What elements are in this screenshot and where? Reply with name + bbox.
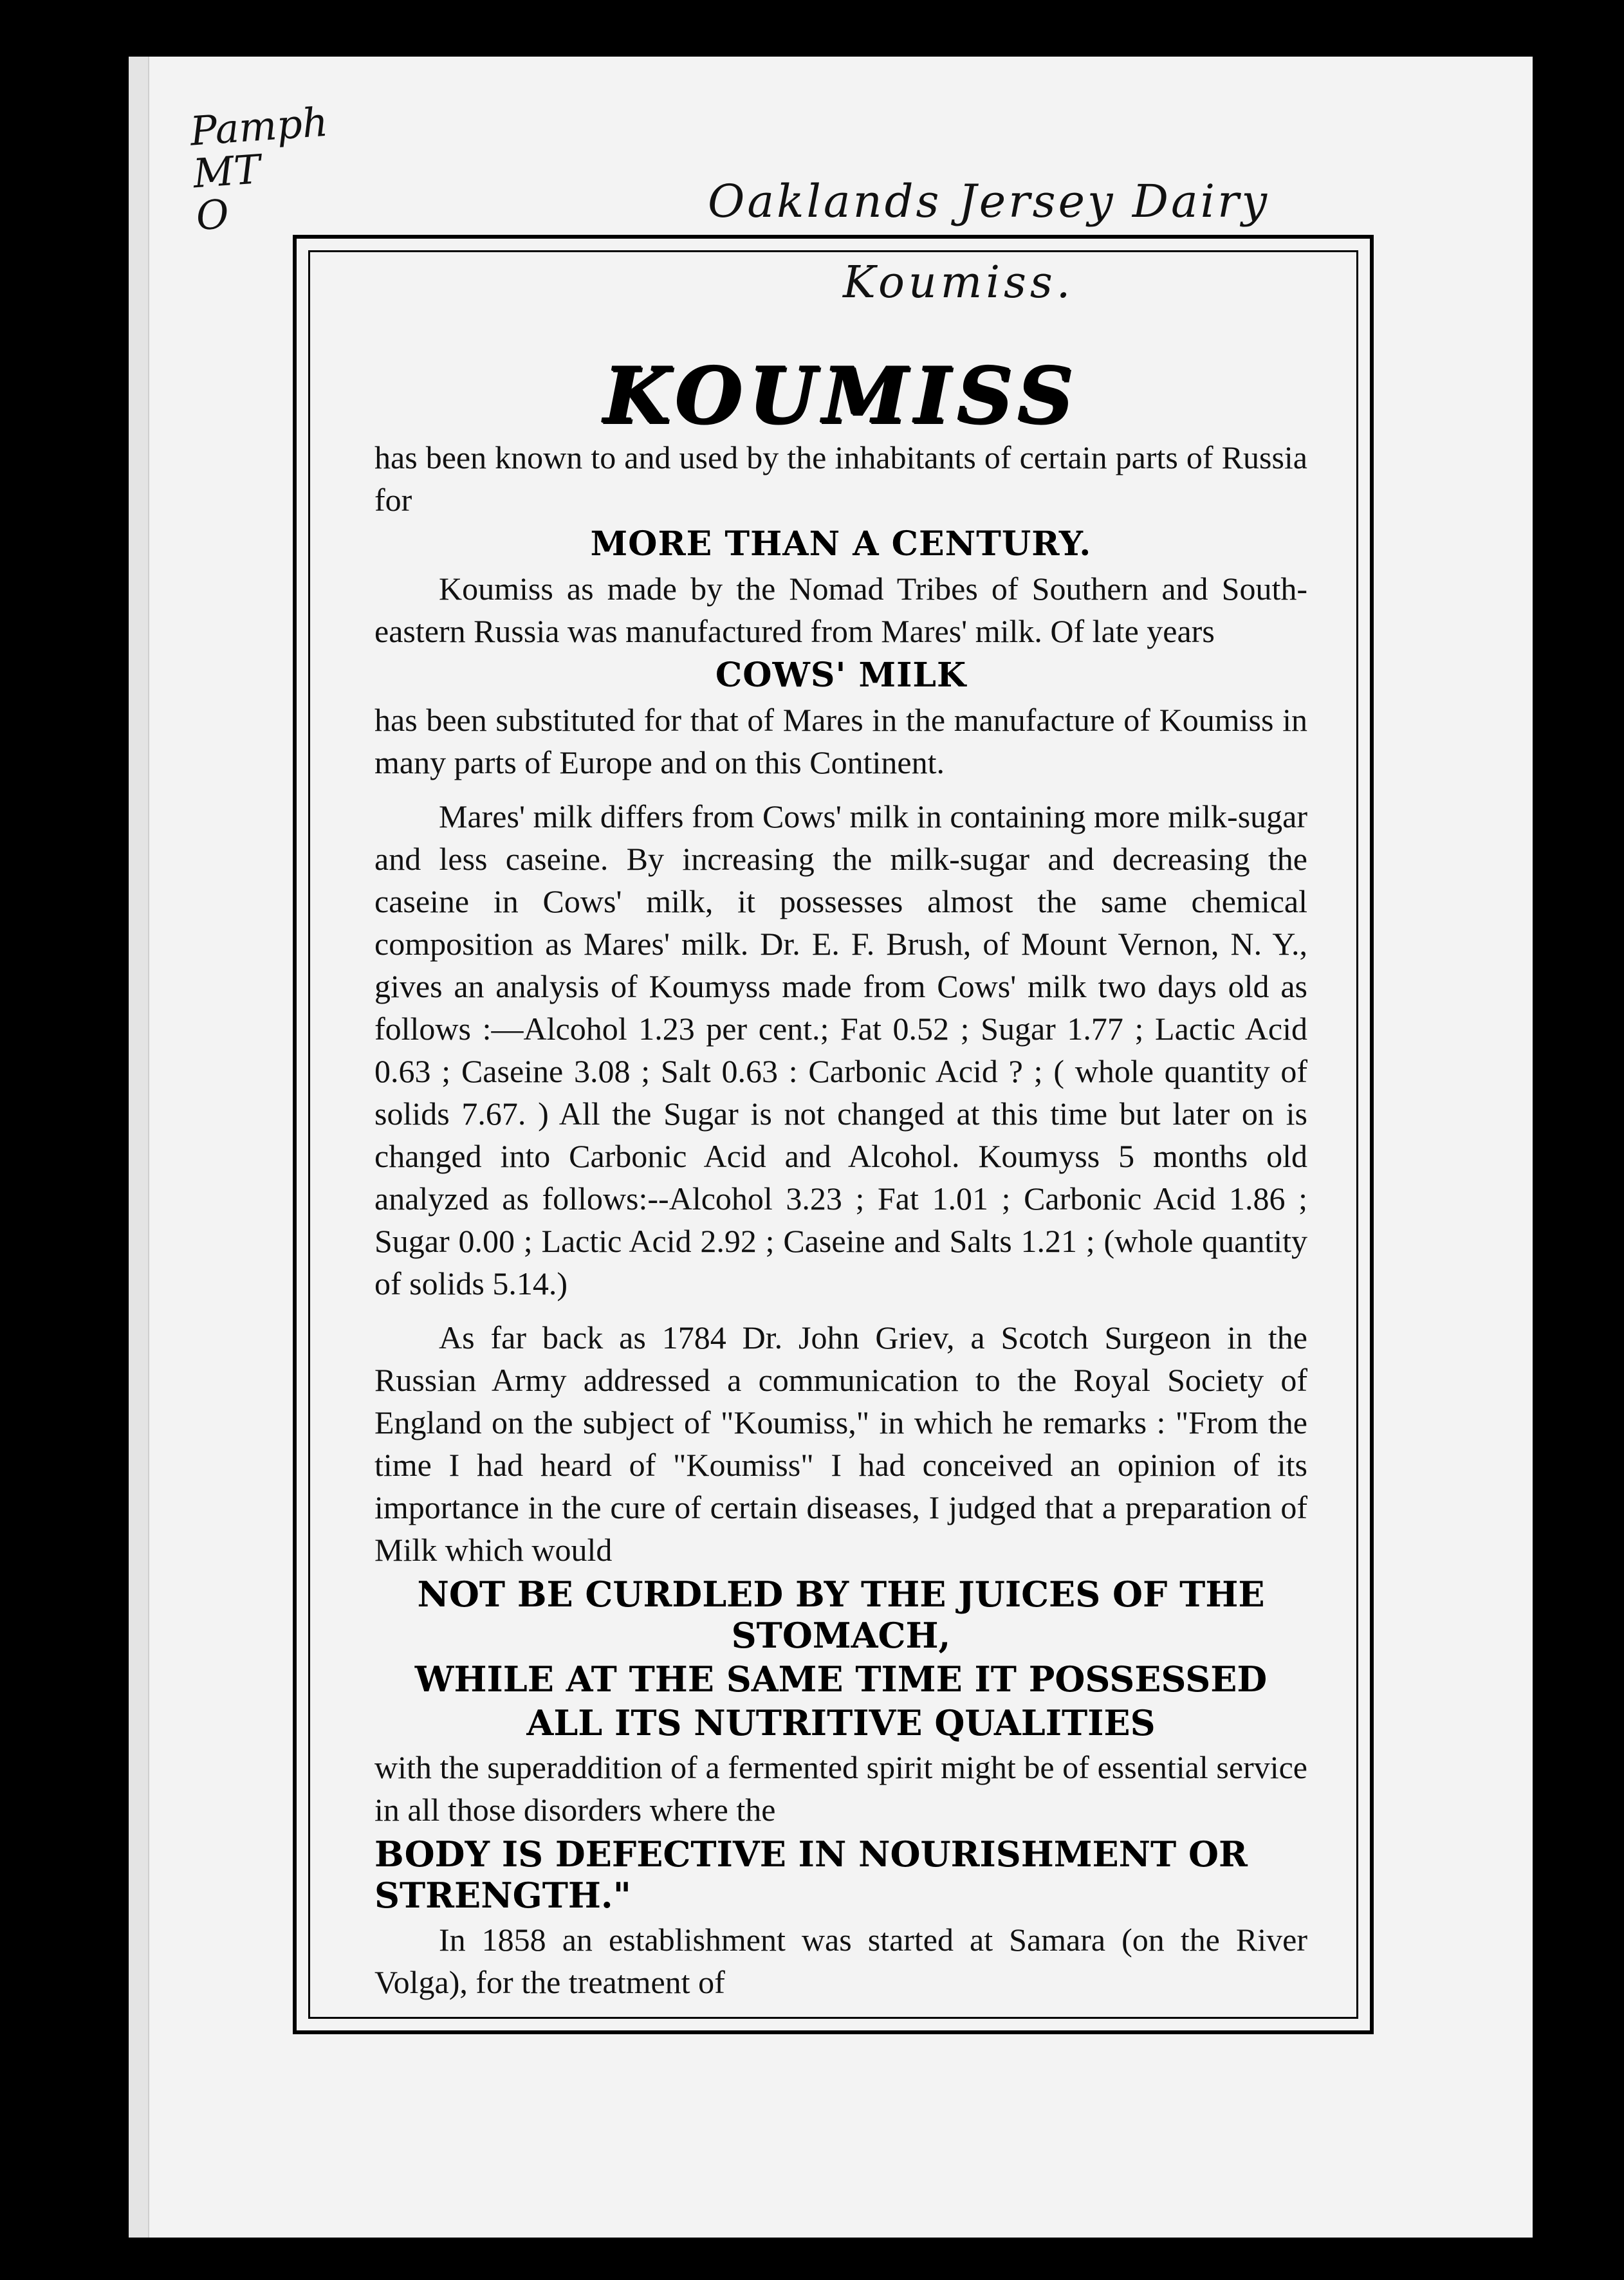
paragraph: Mares' milk differs from Cows' milk in containing more milk-sugar and less caseine. By increasing the milk-sugar and decreasing the caseine in Cows' milk, it possesses almost the same chemical composition as Mares' milk. Dr. E. F. Brush, of Mount Vernon, N. Y., gives an analysis of Koumyss made from Cows' milk two days old as follows :—Alcohol 1.23 per cent.; Fat 0.52 ; Sugar 1.77 ; Lactic Acid 0.63 ; Caseine 3.08 ; Salt 0.63 : Carbonic Acid ? ; ( whole quantity of solids 7.67. ) All the Sugar is not changed at this time but later on is changed into Carbonic Acid and Alcohol. Koumyss 5 months old analyzed as follows:--Alcohol 3.23 ; Fat 1.01 ; Carbonic Acid 1.86 ; Sugar 0.00 ; Lactic Acid 2.92 ; Caseine and Salts 1.21 ; (whole quantity of solids 5.14.) — [374, 798, 1307, 1301]
paragraph: In 1858 an establishment was started at Samara (on the River Volga), for the treatment of — [374, 1922, 1307, 2000]
document-title: KOUMISS — [603, 350, 1079, 441]
display-heading: NOT BE CURDLED BY THE JUICES OF THE STOMACH, — [417, 1574, 1265, 1656]
display-heading: COWS' MILK — [715, 656, 967, 695]
paragraph: As far back as 1784 Dr. John Griev, a Scotch Surgeon in the Russian Army addressed a communication to the Royal Society of England on the subject of "Koumiss," in which he remarks : "From the time I had heard of "Koumiss" I had conceived an opinion of its importance in the cure of certain diseases, I judged that a preparation of Milk which would — [374, 1319, 1307, 1568]
handwritten-koumiss-note: Koumiss. — [843, 257, 1075, 308]
display-heading: WHILE AT THE SAME TIME IT POSSESSED — [414, 1659, 1268, 1700]
paragraph: has been substituted for that of Mares in the manufacture of Koumiss in many parts of Europe and on this Continent. — [374, 702, 1307, 780]
page-edge — [129, 57, 149, 2238]
display-heading: MORE THAN A CENTURY. — [590, 524, 1092, 564]
document-body — [374, 350, 1307, 2003]
paragraph: Koumiss as made by the Nomad Tribes of Southern and South-eastern Russia was manufactured from Mares' milk. Of late years — [374, 571, 1307, 649]
handwritten-dairy-note: Oaklands Jersey Dairy — [708, 175, 1270, 228]
display-heading: BODY IS DEFECTIVE IN NOURISHMENT OR STRENGTH." — [374, 1834, 1248, 1916]
paragraph: with the superaddition of a fermented spirit might be of essential service in all those disorders where the — [374, 1749, 1307, 1828]
display-heading: ALL ITS NUTRITIVE QUALITIES — [526, 1702, 1156, 1743]
handwritten-catalog-mark — [189, 98, 335, 240]
paragraph: has been known to and used by the inhabitants of certain parts of Russia for — [374, 439, 1307, 518]
annot-line: MT — [191, 145, 263, 198]
annot-line: Pamph — [189, 98, 329, 155]
annot-line: O — [194, 190, 231, 240]
